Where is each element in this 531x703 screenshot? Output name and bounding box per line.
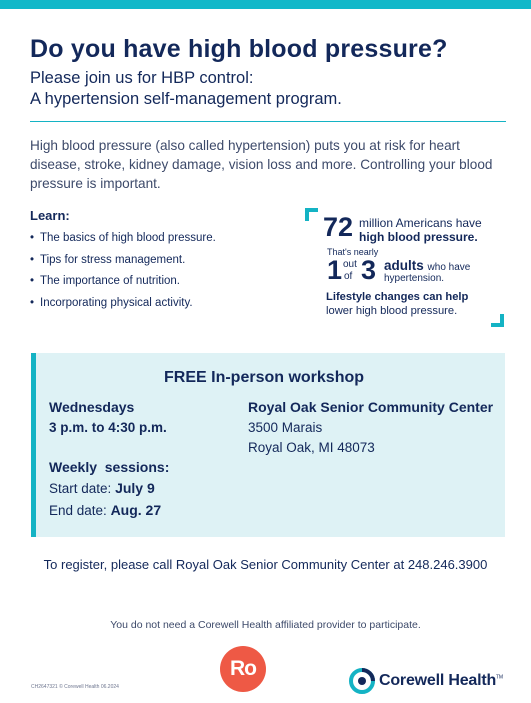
learn-heading: Learn:: [30, 208, 70, 223]
stat-out: out: [343, 259, 357, 270]
start-date: Start date: July 9: [49, 480, 155, 496]
stat-text-line-1: million Americans have: [359, 216, 482, 230]
stat-text-line-2: high blood pressure.: [359, 230, 478, 244]
subheadline-line-1: Please join us for HBP control:: [30, 69, 254, 87]
top-accent-bar: [0, 0, 531, 9]
stat-of: of: [344, 271, 353, 282]
ro-logo: Ro: [220, 646, 266, 692]
corner-bracket-top-left: [305, 208, 318, 221]
stat-hypertension: hypertension.: [384, 273, 445, 284]
intro-paragraph: High blood pressure (also called hypertension) puts you at risk for heart disease, stroke, kidney damage, vision loss and more. Controlling your blood pressure is important.: [30, 138, 493, 191]
corner-bracket-bottom-right: [491, 314, 504, 327]
end-date: End date: Aug. 27: [49, 502, 162, 518]
corewell-mark-icon: [349, 668, 375, 694]
subheadline-line-2: A hypertension self-management program.: [30, 90, 342, 108]
lifestyle-line-1: Lifestyle changes can help: [326, 291, 469, 303]
stat-adults: adults who have: [384, 258, 471, 273]
workshop-address-line-2: Royal Oak, MI 48073: [248, 440, 375, 455]
register-info: To register, please call Royal Oak Senior Community Center at 248.246.3900: [43, 557, 488, 572]
headline: Do you have high blood pressure?: [30, 35, 448, 63]
learn-list: [30, 230, 216, 316]
workshop-location: Royal Oak Senior Community Center: [248, 399, 494, 415]
learn-item: • Incorporating physical activity.: [30, 296, 193, 309]
corewell-health-logo: [349, 668, 509, 696]
fine-print: CH2647321 © Corewell Health 06.2024: [31, 684, 119, 690]
stat-number-3: 3: [361, 255, 377, 285]
bullet-icon: •: [30, 232, 35, 244]
divider: [30, 121, 506, 122]
bullet-icon: •: [30, 275, 35, 287]
weekly-sessions-label: Weekly sessions:: [49, 459, 170, 475]
learn-item: • The importance of nutrition.: [30, 275, 180, 287]
lifestyle-line-2: lower high blood pressure.: [326, 305, 458, 317]
stat-nearly: That's nearly: [327, 247, 379, 257]
learn-item: • Tips for stress management.: [30, 253, 186, 266]
workshop-address-line-1: 3500 Marais: [248, 420, 323, 435]
workshop-time: 3 p.m. to 4:30 p.m.: [49, 420, 167, 435]
learn-item: • The basics of high blood pressure.: [30, 232, 216, 244]
workshop-title: FREE In-person workshop: [164, 369, 365, 386]
provider-note: You do not need a Corewell Health affiliated provider to participate.: [110, 619, 421, 631]
stat-number-72: 72: [323, 212, 354, 242]
workshop-day: Wednesdays: [49, 399, 135, 415]
bullet-icon: •: [30, 253, 35, 266]
bullet-icon: •: [30, 296, 35, 309]
corewell-health-wordmark: Corewell Health™: [379, 672, 503, 689]
stat-number-1: 1: [327, 255, 343, 285]
